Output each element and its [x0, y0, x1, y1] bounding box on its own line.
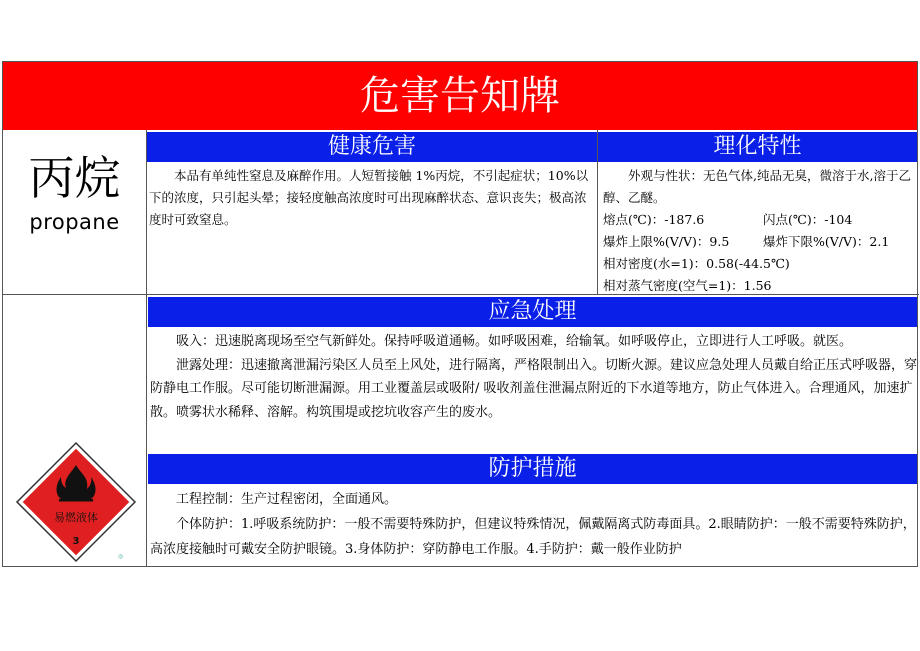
appearance-text: 外观与性状：无色气体,纯品无臭，微溶于水,溶于乙醇、乙醚。	[603, 168, 911, 205]
protection-header: 防护措施	[148, 454, 917, 484]
hazard-notice-board	[2, 61, 918, 567]
melting-flash-row	[603, 209, 915, 231]
flash-point: 闪点(℃)：-104	[763, 212, 853, 227]
health-hazard-paragraph: 本品有单纯性窒息及麻醉作用。人短暂接触 1%丙烷，不引起症状；10%以下的浓度，只引起头晕；接轻度触高浓度时可出现麻醉状态、意识丧失；极高浓度时可致窒息。	[149, 168, 589, 227]
health-hazard-text	[149, 165, 595, 231]
row-divider	[147, 294, 919, 295]
substance-en-name: propane	[29, 210, 120, 234]
notice-title: 危害告知牌	[3, 62, 917, 130]
hazard-class-number: 3	[72, 536, 80, 547]
physicochemical-text	[603, 165, 915, 297]
emergency-header: 应急处理	[148, 297, 917, 327]
melting-point: 熔点(℃)：-187.6	[603, 212, 705, 227]
relative-vapor-density: 相对蒸气密度(空气=1)：1.56	[603, 278, 772, 293]
protection-text	[150, 487, 917, 567]
inhalation-text: 吸入：迅速脱离现场至空气新鲜处。保持呼吸道通畅。如呼吸困难，给输氧。如呼吸停止，立即进行人工呼吸。就医。	[176, 334, 853, 349]
flammable-liquid-label	[15, 441, 137, 563]
leak-text: 泄露处理：迅速撤离泄漏污染区人员至上风处，进行隔离，严格限制出入。切断火源。建议应急处理人员戴自给正压式呼吸器，穿防静电工作服。尽可能切断泄漏源。用工业覆盖层或吸附/ 吸收剂盖住泄漏点附近的下水道等地方，防止气体进入。合理通风，加速扩散。喷雾状水稀释、溶解。构筑围堤或挖坑收容产生的废水。	[150, 357, 918, 420]
health-hazard-header: 健康危害	[147, 132, 597, 162]
emergency-text	[150, 330, 917, 424]
relative-density: 相对密度(水=1)：0.58(-44.5℃)	[603, 256, 790, 271]
substance-name-cell	[3, 130, 147, 295]
engineering-control-text: 工程控制：生产过程密闭，全面通风。	[176, 492, 398, 507]
physicochemical-header: 理化特性	[598, 132, 917, 162]
lower-explosion-limit: 爆炸下限%(V/V)：2.1	[763, 234, 890, 249]
explosion-limits-row	[603, 231, 915, 253]
watermark-logo: ◎	[118, 553, 124, 560]
upper-explosion-limit: 爆炸上限%(V/V)：9.5	[603, 234, 730, 249]
hazard-pictogram-cell	[3, 295, 147, 567]
substance-cn-name: 丙烷	[28, 151, 121, 205]
hazard-label-text: 易燃液体	[54, 511, 98, 524]
personal-protection-text: 个体防护：1.呼吸系统防护：一般不需要特殊防护，但建议特殊情况，佩戴隔离式防毒面具。2.眼睛防护：一般不需要特殊防护，高浓度接触时可戴安全防护眼镜。3.身体防护：穿防静电工作服。4.手防护：戴一般作业防护	[150, 517, 916, 557]
